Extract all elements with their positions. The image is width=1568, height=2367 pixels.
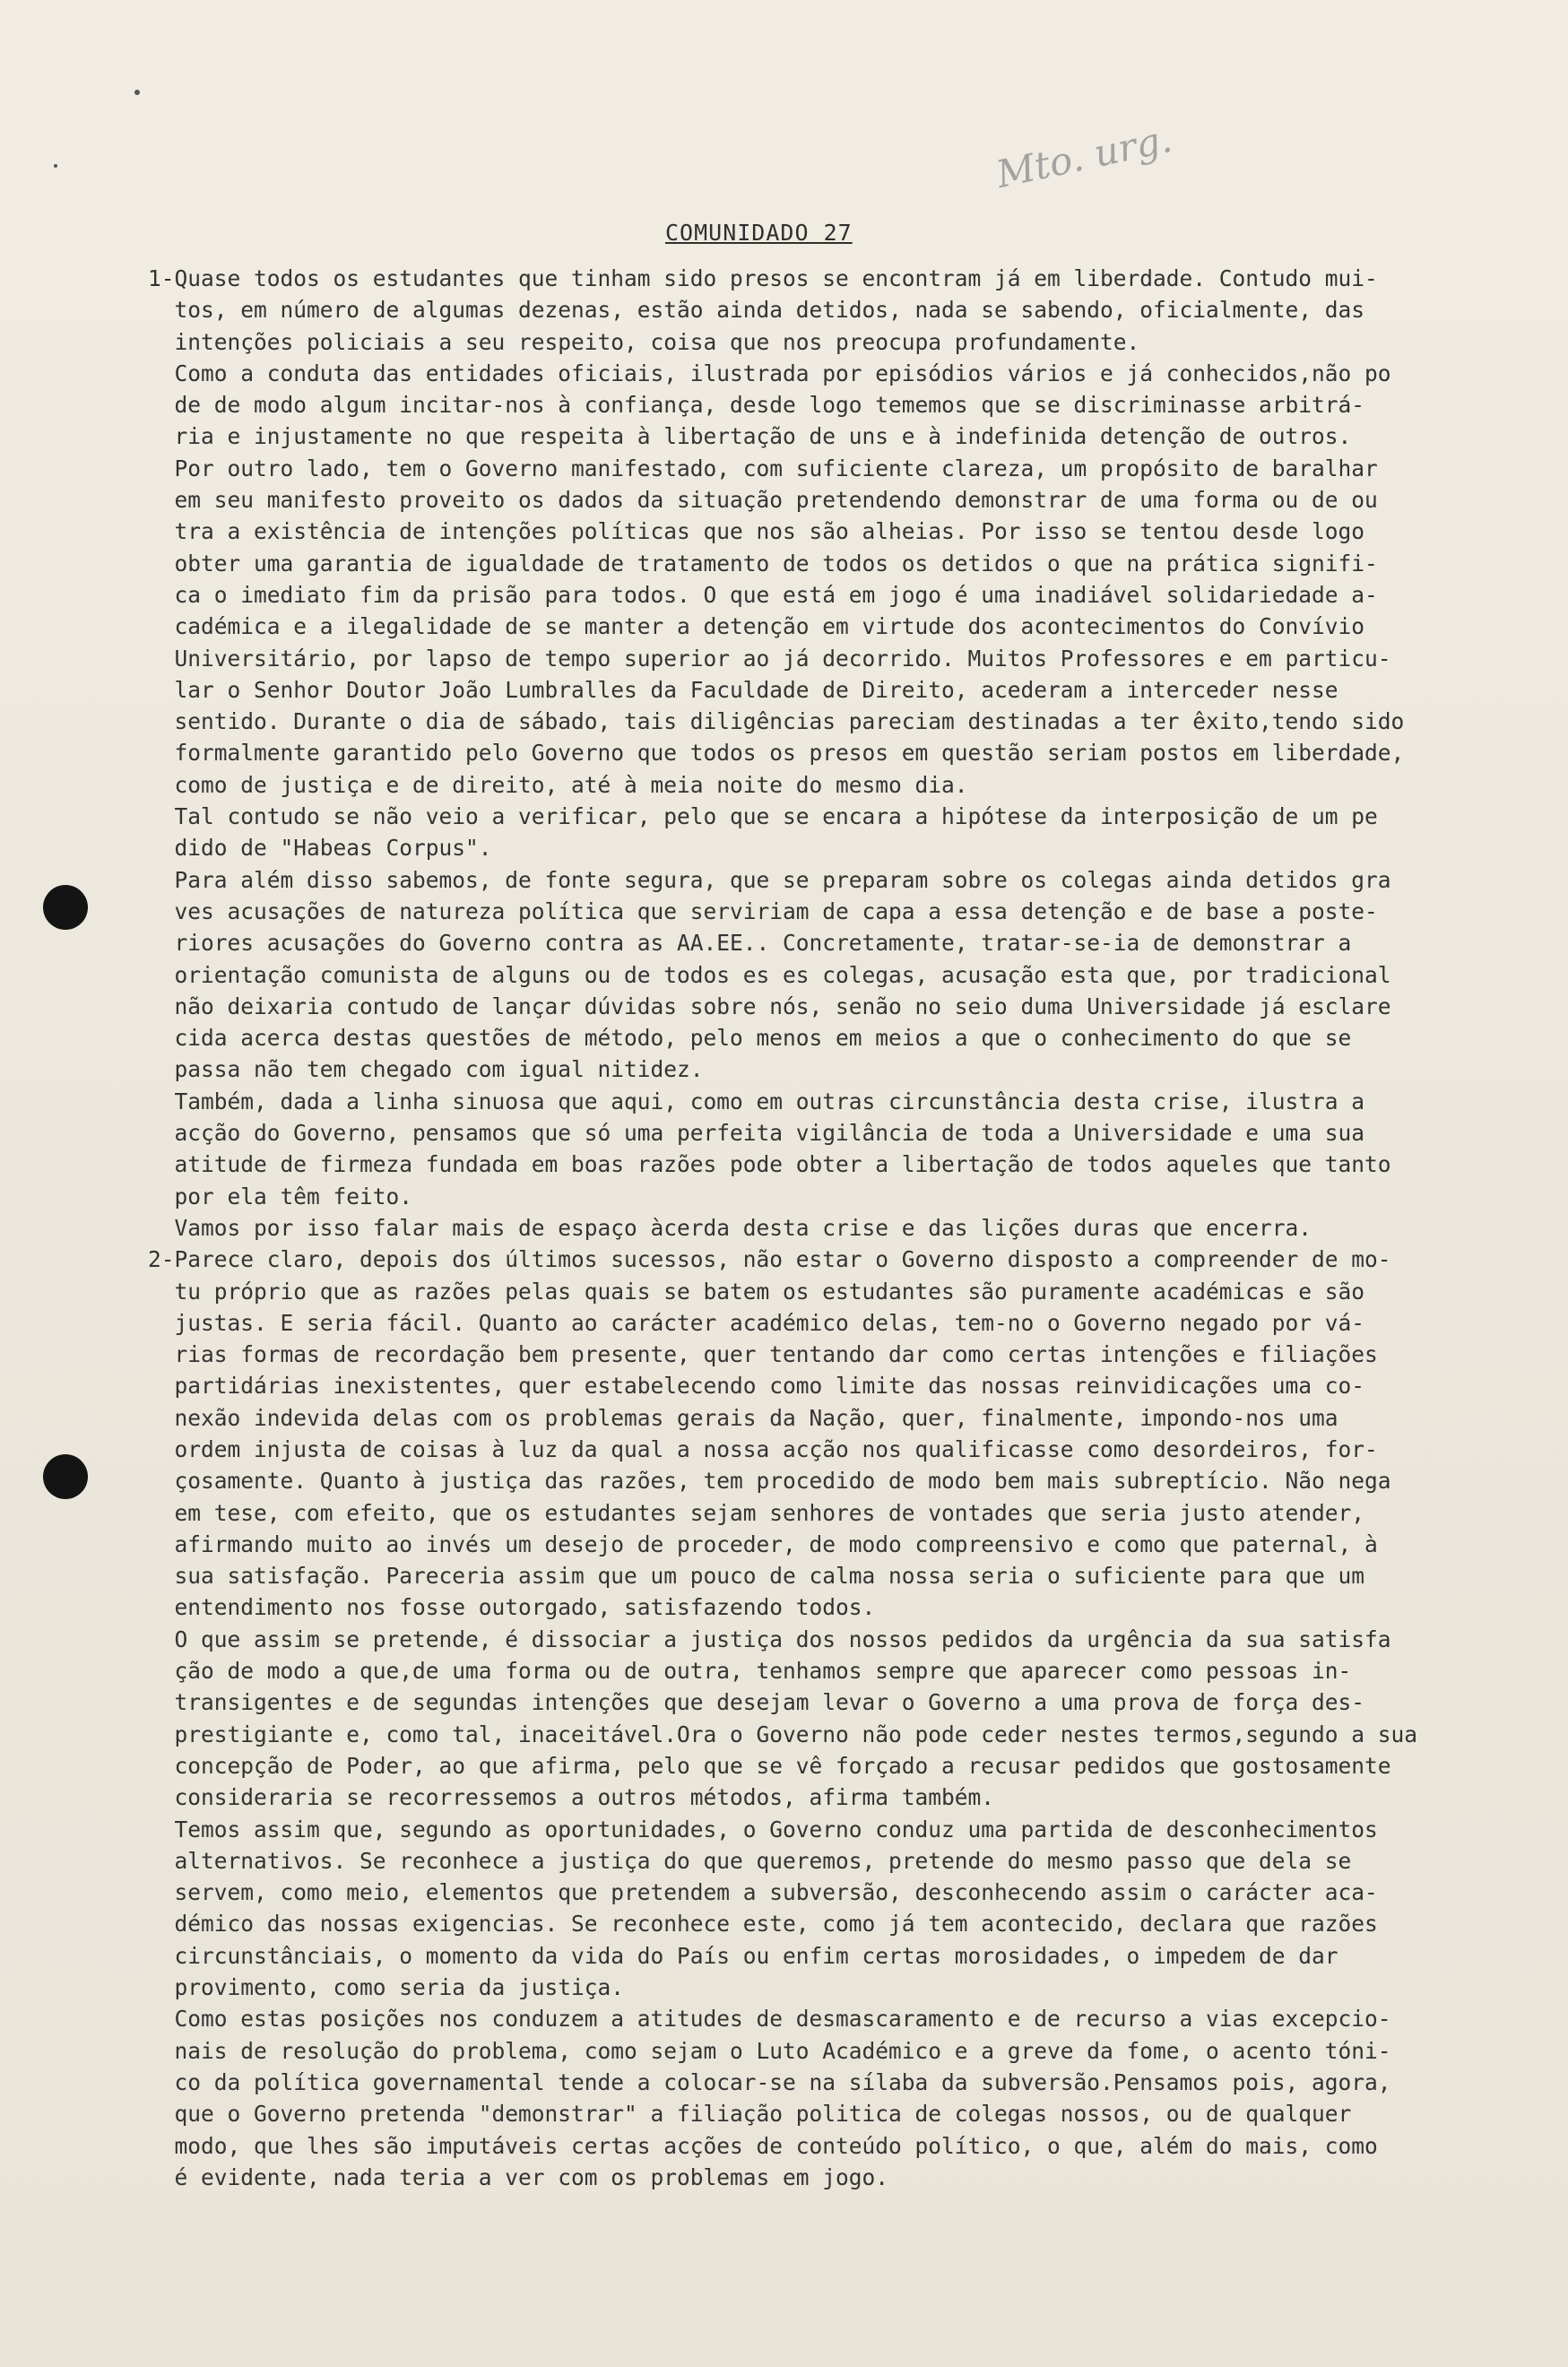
text-line: Como estas posições nos conduzem a atitudes de desmascaramento e de recurso a vias excepcio- — [148, 2006, 1391, 2033]
text-line: é evidente, nada teria a ver com os problemas em jogo. — [148, 2163, 889, 2190]
text-line: 2-Parece claro, depois dos últimos sucessos, não estar o Governo disposto a compreender de mo- — [148, 1246, 1391, 1273]
text-line: Vamos por isso falar mais de espaço àcerda desta crise e das lições duras que encerra. — [148, 1214, 1312, 1241]
text-line: ção de modo a que,de uma forma ou de outra, tenhamos sempre que aparecer como pessoas in- — [148, 1658, 1352, 1685]
text-line: çosamente. Quanto à justiça das razões, tem procedido de modo bem mais subreptício. Não nega — [148, 1468, 1391, 1495]
text-line: entendimento nos fosse outorgado, satisfazendo todos. — [148, 1594, 876, 1621]
punch-hole — [43, 1454, 88, 1499]
text-line: em seu manifesto proveito os dados da situação pretendendo demonstrar de uma forma ou de ou — [148, 487, 1378, 514]
text-line: nexão indevida delas com os problemas gerais da Nação, quer, finalmente, impondo-nos uma — [148, 1404, 1338, 1431]
text-line: cadémica e a ilegalidade de se manter a detenção em virtude dos acontecimentos do Convívio — [148, 613, 1365, 640]
text-line: Tal contudo se não veio a verificar, pelo que se encara a hipótese da interposição de um pe — [148, 803, 1378, 830]
text-line: Temos assim que, segundo as oportunidades, o Governo conduz uma partida de desconhecimentos — [148, 1816, 1378, 1842]
text-line: justas. E seria fácil. Quanto ao carácter académico delas, tem-no o Governo negado por vá- — [148, 1309, 1365, 1336]
text-line: partidárias inexistentes, quer estabelecendo como limite das nossas reinvidicações uma co- — [148, 1373, 1365, 1400]
text-line: tra a existência de intenções políticas que nos são alheias. Por isso se tentou desde logo — [148, 518, 1365, 545]
ink-speck — [134, 90, 140, 95]
text-line: Como a conduta das entidades oficiais, ilustrada por episódios vários e já conhecidos,não po — [148, 360, 1391, 386]
document-body — [148, 263, 1484, 2193]
text-line: sua satisfação. Pareceria assim que um pouco de calma nossa seria o suficiente para que um — [148, 1563, 1365, 1590]
text-line: rias formas de recordação bem presente, quer tentando dar como certas intenções e filiações — [148, 1341, 1378, 1368]
text-line: servem, como meio, elementos que pretendem a subversão, desconhecendo assim o carácter aca- — [148, 1879, 1378, 1906]
text-line: ca o imediato fim da prisão para todos. O que está em jogo é uma inadiável solidariedade a- — [148, 581, 1378, 608]
text-line: 1-Quase todos os estudantes que tinham sido presos se encontram já em liberdade. Contudo mui- — [148, 265, 1378, 291]
text-line: Por outro lado, tem o Governo manifestado, com suficiente clareza, um propósito de baralhar — [148, 455, 1378, 481]
text-line: alternativos. Se reconhece a justiça do que queremos, pretende do mesmo passo que dela se — [148, 1847, 1352, 1874]
text-line: por ela têm feito. — [148, 1183, 413, 1210]
text-line: formalmente garantido pelo Governo que todos os presos em questão seriam postos em liberdade, — [148, 740, 1405, 767]
ink-speck — [54, 164, 57, 168]
text-line: O que assim se pretende, é dissociar a justiça dos nossos pedidos da urgência da sua satisfa — [148, 1626, 1391, 1652]
text-line: prestigiante e, como tal, inaceitável.Ora o Governo não pode ceder nestes termos,segundo a sua — [148, 1721, 1418, 1747]
text-line: intenções policiais a seu respeito, coisa que nos preocupa profundamente. — [148, 328, 1140, 355]
text-line: riores acusações do Governo contra as AA.EE.. Concretamente, tratar-se-ia de demonstrar a — [148, 930, 1352, 957]
text-line: ria e injustamente no que respeita à libertação de uns e à indefinida detenção de outros. — [148, 423, 1352, 450]
text-line: que o Governo pretenda "demonstrar" a filiação politica de colegas nossos, ou de qualquer — [148, 2101, 1352, 2128]
text-line: em tese, com efeito, que os estudantes sejam senhores de vontades que seria justo atender, — [148, 1499, 1365, 1526]
text-line: orientação comunista de alguns ou de todos es es colegas, acusação esta que, por tradicional — [148, 961, 1391, 988]
text-line: consideraria se recorressemos a outros métodos, afirma também. — [148, 1784, 995, 1811]
text-line: Universitário, por lapso de tempo superior ao já decorrido. Muitos Professores e em particu- — [148, 645, 1391, 672]
handwritten-annotation: Mto. urg. — [992, 116, 1176, 197]
text-line: cida acerca destas questões de método, pelo menos em meios a que o conhecimento do que se — [148, 1025, 1352, 1052]
text-line: lar o Senhor Doutor João Lumbralles da Faculdade de Direito, acederam a interceder nesse — [148, 676, 1338, 703]
text-line: passa não tem chegado com igual nitidez. — [148, 1056, 704, 1083]
text-line: circunstânciais, o momento da vida do País ou enfim certas morosidades, o impedem de dar — [148, 1942, 1338, 1969]
punch-hole — [43, 885, 88, 930]
text-line: dido de "Habeas Corpus". — [148, 835, 492, 862]
text-line: ordem injusta de coisas à luz da qual a nossa acção nos qualificasse como desordeiros, for- — [148, 1435, 1378, 1462]
text-line: sentido. Durante o dia de sábado, tais diligências pareciam destinadas a ter êxito,tendo sido — [148, 708, 1405, 735]
text-line: atitude de firmeza fundada em boas razões pode obter a libertação de todos aqueles que tanto — [148, 1151, 1391, 1178]
text-line: como de justiça e de direito, até à meia noite do mesmo dia. — [148, 771, 968, 798]
text-line: acção do Governo, pensamos que só uma perfeita vigilância de toda a Universidade e uma sua — [148, 1120, 1365, 1147]
text-line: ves acusações de natureza política que serviriam de capa a essa detenção e de base a poste- — [148, 897, 1378, 924]
text-line: tos, em número de algumas dezenas, estão ainda detidos, nada se sabendo, oficialmente, das — [148, 297, 1365, 324]
text-line: Também, dada a linha sinuosa que aqui, como em outras circunstância desta crise, ilustra a — [148, 1088, 1365, 1114]
text-line: concepção de Poder, ao que afirma, pelo que se vê forçado a recusar pedidos que gostosamente — [148, 1752, 1391, 1779]
text-line: nais de resolução do problema, como sejam o Luto Académico e a greve da fome, o acento tóni- — [148, 2037, 1391, 2064]
text-line: obter uma garantia de igualdade de tratamento de todos os detidos o que na prática signifi- — [148, 550, 1378, 577]
text-line: provimento, como seria da justiça. — [148, 1974, 625, 2001]
document-title: COMUNIDADO 27 — [665, 220, 853, 246]
text-line: co da política governamental tende a colocar-se na sílaba da subversão.Pensamos pois, agora, — [148, 2068, 1391, 2095]
text-line: de de modo algum incitar-nos à confiança, desde logo tememos que se discriminasse arbitrá- — [148, 392, 1365, 419]
text-line: démico das nossas exigencias. Se reconhece este, como já tem acontecido, declara que razões — [148, 1911, 1378, 1938]
text-line: não deixaria contudo de lançar dúvidas sobre nós, senão no seio duma Universidade já esclare — [148, 993, 1391, 1019]
text-line: afirmando muito ao invés um desejo de proceder, de modo compreensivo e como que paternal, à — [148, 1530, 1378, 1557]
text-line: modo, que lhes são imputáveis certas acções de conteúdo político, o que, além do mais, como — [148, 2132, 1378, 2159]
text-line: tu próprio que as razões pelas quais se batem os estudantes são puramente académicas e são — [148, 1278, 1365, 1305]
text-line: Para além disso sabemos, de fonte segura, que se preparam sobre os colegas ainda detidos gra — [148, 866, 1391, 893]
text-line: transigentes e de segundas intenções que desejam levar o Governo a uma prova de força des- — [148, 1689, 1365, 1716]
